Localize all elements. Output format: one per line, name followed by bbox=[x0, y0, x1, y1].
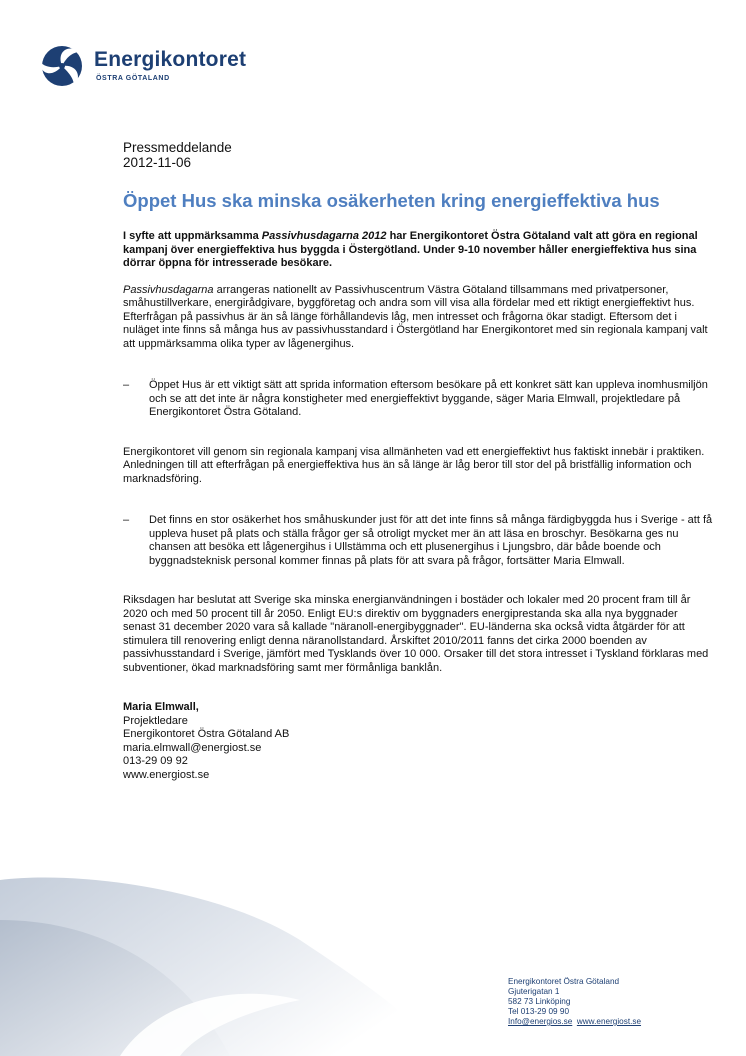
lead-text-1: I syfte att uppmärksamma bbox=[123, 230, 262, 242]
quote-dash: – bbox=[123, 379, 130, 391]
quote-2 bbox=[123, 514, 713, 568]
paragraph-1-text: arrangeras nationellt av Passivhuscentrum Västra Götaland tillsammans med privatpersoner, småhustillverkare, energirådgivare, byggföretag och andra som vill visa alla fördelar med ett riktigt energieffektivt hus. Efterfrågan på passivhus är än så länge förhållandevis låg, men intresset och frågorna ökar stadigt. Eftersom det i nuläget inte finns så många hus av passivhusstandard i Östergötland har Energikontoret med sin regionala kampanj valt att uppmärksamma olika typer av lågenergihus. bbox=[123, 283, 708, 350]
quote-2-text: Det finns en stor osäkerhet hos småhuskunder just för att det inte finns så många färdigbyggda hus i Sverige - att få uppleva huset på plats och ställa frågor ger så otroligt mycket mer än att läsa en broschyr. Besökarna ges nu chansen att besöka ett lågenergihus i Ullstämma och ett plusenergihus i Ljungsbro, där både boende och byggnadsteknisk personal kommer finnas på plats för att svara på frågor, fortsätter Maria Elmwall. bbox=[149, 514, 713, 567]
paragraph-1-italic: Passivhusdagarna bbox=[123, 283, 214, 296]
signature-email: maria.elmwall@energiost.se bbox=[123, 741, 262, 754]
footer-street: Gjuterigatan 1 bbox=[508, 987, 560, 996]
page-title: Öppet Hus ska minska osäkerheten kring energieffektiva hus bbox=[123, 190, 660, 211]
paragraph-2: Energikontoret vill genom sin regionala kampanj visa allmänheten vad ett energieffektivt hus faktiskt innebär i praktiken. Anledningen till att efterfrågan på energieffektiva hus än så länge är låg beror till stor del på bristfällig information och marknadsföring. bbox=[123, 445, 705, 485]
footer-web-link[interactable]: www.energiost.se bbox=[576, 1017, 642, 1026]
logo bbox=[36, 42, 296, 90]
decorative-swoosh bbox=[0, 860, 440, 1056]
signature-name: Maria Elmwall, bbox=[123, 701, 199, 713]
signature-block bbox=[123, 701, 713, 782]
footer-org: Energikontoret Östra Götaland bbox=[508, 977, 620, 986]
quote-1 bbox=[123, 379, 713, 420]
paragraph-1 bbox=[123, 284, 713, 352]
lead-event-name: Passivhusdagarna 2012 bbox=[261, 230, 387, 242]
document-date: 2012-11-06 bbox=[123, 155, 192, 170]
signature-role: Projektledare bbox=[123, 714, 188, 727]
footer-links bbox=[508, 1017, 641, 1027]
lead-text-3: har bbox=[386, 230, 410, 242]
lead-paragraph bbox=[123, 230, 713, 271]
paragraph-3: Riksdagen har beslutat att Sverige ska minska energianvändningen i bostäder och lokaler med 20 procent fram till år 2020 och med 50 procent till år 2050. Enligt EU:s direktiv om byggnaders energiprestanda ska alla nya byggnader senast 31 december 2020 vara så kallade "näranoll-energibyggnader". EU-länderna ska också vidta åtgärder för att stimulera till renovering enligt denna näranollstandard. Årskiftet 2010/2011 fanns det cirka 2000 boenden av passivhusstandard i Sverige, jämfört med Tysklands över 10 000. Orsaker till det stora intresset i Tyskland förklaras med subventioner, ökad marknadsföring samt mer förmånliga banklån. bbox=[123, 594, 709, 674]
signature-web: www.energiost.se bbox=[123, 768, 210, 781]
logo-name: Energikontoret bbox=[94, 48, 247, 71]
lead-org-name: Energikontoret Östra Götaland bbox=[409, 230, 571, 242]
footer-address bbox=[508, 977, 641, 1027]
signature-org: Energikontoret Östra Götaland AB bbox=[123, 728, 290, 740]
quote-dash: – bbox=[123, 514, 130, 526]
document-type: Pressmeddelande bbox=[123, 140, 232, 155]
quote-1-text: Öppet Hus är ett viktigt sätt att sprida information eftersom besökare på ett konkret sätt kan uppleva inomhusmiljön och se att det inte är några konstigheter med energieffektivt byggande, säger Maria Elmwall, projektledare på Energikontoret Östra Götaland. bbox=[149, 379, 708, 418]
press-release-body bbox=[123, 140, 713, 782]
footer-tel: Tel 013-29 09 90 bbox=[508, 1007, 569, 1016]
footer-email-link[interactable]: Info@energios.se bbox=[508, 1017, 573, 1026]
footer-city: 582 73 Linköping bbox=[508, 997, 571, 1006]
lead-text-5: valt att göra en regional kampanj över energieffektiva hus byggda i Östergötland. Under 9-10 november håller energieffektiva hus sina dörrar öppna för intresserade besökare. bbox=[123, 230, 698, 269]
signature-phone: 013-29 09 92 bbox=[123, 755, 188, 767]
energikontoret-logo-icon bbox=[36, 42, 88, 90]
logo-subtitle: ÖSTRA GÖTALAND bbox=[96, 75, 170, 82]
